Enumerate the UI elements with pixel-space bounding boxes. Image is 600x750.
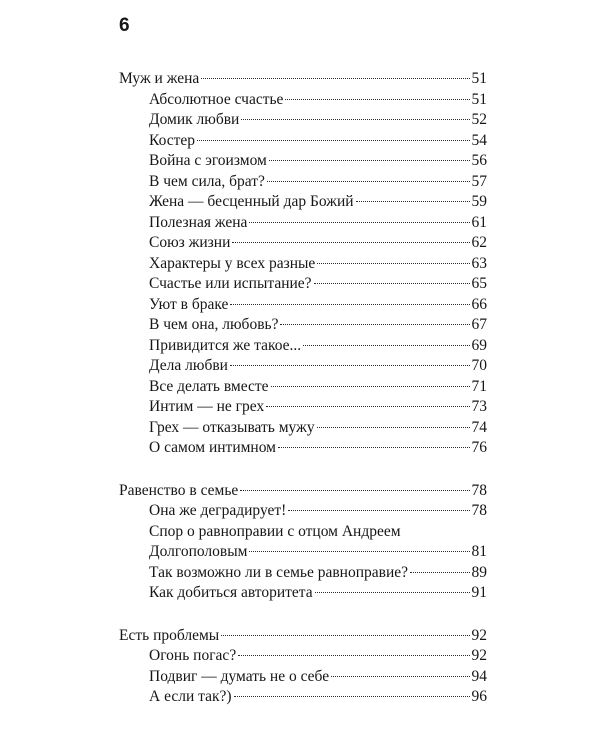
- dot-leader: [230, 365, 470, 366]
- dot-leader: [240, 490, 469, 491]
- dot-leader: [249, 222, 469, 223]
- table-of-contents: [119, 69, 487, 708]
- entry-title: В чем сила, брат?: [149, 172, 265, 190]
- page-ref: 51: [471, 70, 487, 87]
- toc-section-heading: [119, 481, 487, 502]
- dot-leader: [280, 324, 469, 325]
- entry-title: Интим — не грех: [149, 398, 265, 415]
- toc-entry: [119, 646, 487, 667]
- page-ref: 54: [471, 131, 487, 149]
- page-ref: 96: [471, 688, 487, 705]
- page-ref: 67: [471, 316, 487, 333]
- toc-entry: [119, 315, 487, 336]
- entry-title: Костер: [149, 131, 195, 149]
- entry-title: Грех — отказывать мужу: [149, 418, 315, 436]
- entry-title: Домик любви: [149, 111, 240, 128]
- dot-leader: [317, 427, 470, 428]
- entry-title: Война с эгоизмом: [149, 152, 267, 169]
- dot-leader: [278, 447, 470, 448]
- page-ref: 92: [471, 647, 487, 664]
- toc-entry: [119, 542, 487, 563]
- toc-entry: [119, 438, 487, 459]
- entry-title: Дела любви: [149, 357, 228, 374]
- entry-title: Как добиться авторитета: [149, 584, 313, 601]
- entry-title: Союз жизни: [149, 234, 231, 251]
- page-ref: 51: [471, 90, 487, 108]
- dot-leader: [221, 635, 469, 636]
- entry-title: Уют в браке: [149, 295, 229, 313]
- dot-leader: [267, 181, 470, 182]
- page-ref: 76: [471, 439, 487, 456]
- page-ref: 73: [471, 398, 487, 415]
- entry-title: Счастье или испытание?: [149, 275, 312, 292]
- toc-entry: [119, 336, 487, 357]
- entry-title: Огонь погас?: [149, 647, 237, 664]
- page-ref: 94: [471, 667, 487, 685]
- page-ref: 65: [471, 275, 487, 292]
- dot-leader: [238, 655, 469, 656]
- toc-entry: [119, 254, 487, 275]
- page-ref: 91: [471, 584, 487, 601]
- entry-title: Характеры у всех разные: [149, 254, 316, 272]
- entry-title: Долгополовым: [149, 543, 248, 560]
- dot-leader: [201, 78, 469, 79]
- toc-entry: [119, 295, 487, 316]
- toc-entry: [119, 213, 487, 234]
- toc-entry: [119, 110, 487, 131]
- page-ref: 69: [471, 336, 487, 354]
- page-ref: 89: [471, 563, 487, 581]
- entry-title: Жена — бесценный дар Божий: [149, 193, 354, 210]
- toc-entry: [119, 667, 487, 688]
- toc-entry: [119, 563, 487, 584]
- dot-leader: [303, 345, 469, 346]
- entry-title: О самом интимном: [149, 439, 276, 456]
- section-title: Есть проблемы: [119, 626, 220, 644]
- page-ref: 52: [471, 111, 487, 128]
- toc-entry: [119, 192, 487, 213]
- entry-title: Она же деградирует!: [149, 502, 287, 519]
- dot-leader: [269, 160, 470, 161]
- section-title: Равенство в семье: [119, 481, 239, 499]
- dot-leader: [331, 676, 469, 677]
- dot-leader: [288, 510, 469, 511]
- toc-entry: [119, 501, 487, 522]
- toc-entry: [119, 233, 487, 254]
- page-ref: 74: [471, 418, 487, 436]
- page-ref: 56: [471, 152, 487, 169]
- toc-entry: [119, 397, 487, 418]
- toc-section: [119, 626, 487, 708]
- entry-title: Абсолютное счастье: [149, 90, 284, 108]
- entry-title: А если так?): [149, 688, 232, 705]
- dot-leader: [314, 283, 470, 284]
- toc-entry: [119, 687, 487, 708]
- dot-leader: [271, 386, 470, 387]
- dot-leader: [230, 304, 469, 305]
- toc-entry: [119, 356, 487, 377]
- page-ref: 63: [471, 254, 487, 272]
- page-ref: 57: [471, 172, 487, 190]
- entry-title: Спор о равноправии с отцом Андреем: [149, 522, 401, 540]
- toc-entry: [119, 274, 487, 295]
- dot-leader: [241, 119, 469, 120]
- entry-title: Все делать вместе: [149, 377, 269, 395]
- entry-title: Подвиг — думать не о себе: [149, 667, 330, 685]
- page-ref: 92: [471, 626, 487, 644]
- toc-section-heading: [119, 626, 487, 647]
- dot-leader: [285, 99, 469, 100]
- toc-entry: [119, 172, 487, 193]
- toc-entry: [119, 418, 487, 439]
- dot-leader: [356, 201, 470, 202]
- entry-title: Привидится же такое...: [149, 336, 302, 354]
- page-ref: 71: [471, 377, 487, 395]
- dot-leader: [232, 242, 469, 243]
- page-ref: 59: [471, 193, 487, 210]
- toc-entry: [119, 151, 487, 172]
- toc-section-heading: [119, 69, 487, 90]
- page-ref: 66: [471, 295, 487, 313]
- section-title: Муж и жена: [119, 70, 200, 87]
- page-ref: 70: [471, 357, 487, 374]
- dot-leader: [249, 551, 469, 552]
- dot-leader: [266, 406, 469, 407]
- page-ref: 78: [471, 502, 487, 519]
- toc-entry: [119, 377, 487, 398]
- toc-section: [119, 69, 487, 459]
- entry-title: Полезная жена: [149, 213, 248, 231]
- page-ref: 61: [471, 213, 487, 231]
- dot-leader: [315, 592, 470, 593]
- entry-title: В чем она, любовь?: [149, 316, 279, 333]
- toc-section: [119, 481, 487, 604]
- page-ref: 78: [471, 481, 487, 499]
- page-ref: 62: [471, 234, 487, 251]
- dot-leader: [234, 696, 470, 697]
- toc-entry: [119, 522, 487, 543]
- dot-leader: [197, 140, 470, 141]
- toc-entry: [119, 90, 487, 111]
- toc-entry: [119, 583, 487, 604]
- page-number: 6: [119, 15, 130, 36]
- entry-title: Так возможно ли в семье равноправие?: [149, 563, 409, 581]
- dot-leader: [317, 263, 469, 264]
- toc-entry: [119, 131, 487, 152]
- page-ref: 81: [471, 543, 487, 560]
- dot-leader: [410, 572, 469, 573]
